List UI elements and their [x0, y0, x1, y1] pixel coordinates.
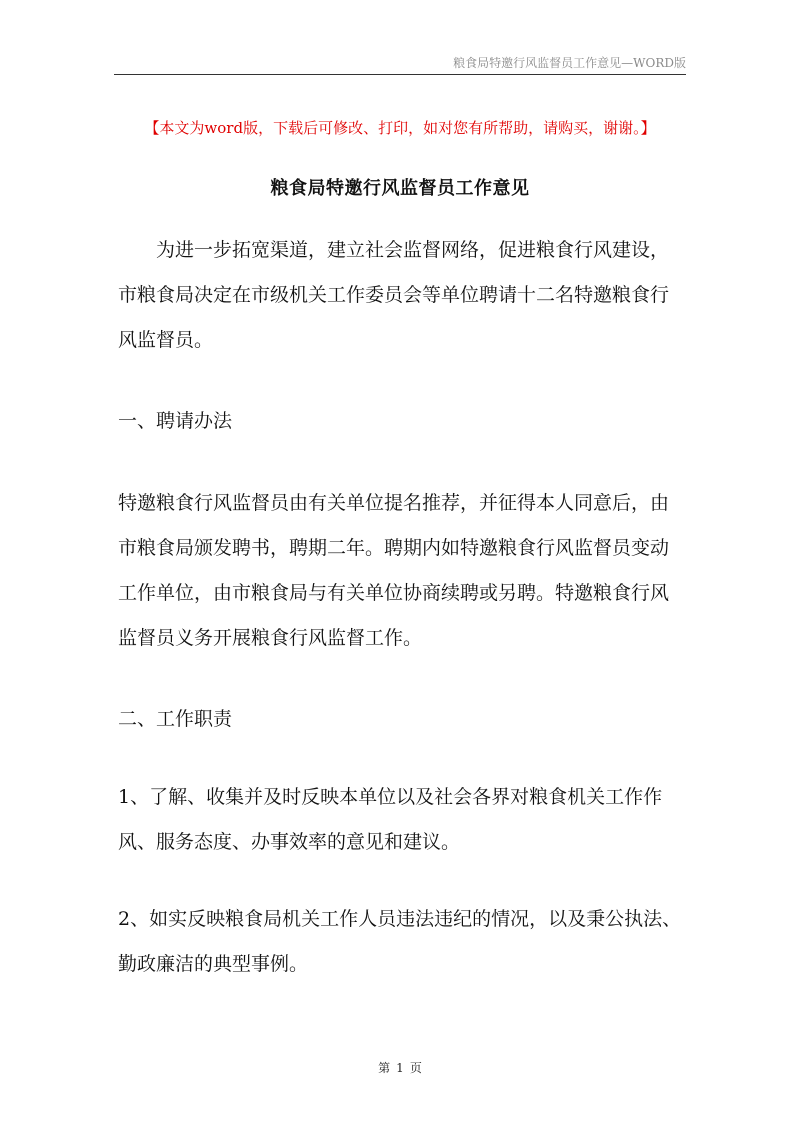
running-header: 粮食局特邀行风监督员工作意见—WORD版	[453, 56, 686, 70]
page-footer	[0, 1059, 800, 1076]
section-one-paragraph: 特邀粮食行风监督员由有关单位提名推荐，并征得本人同意后，由市粮食局颁发聘书，聘期二年。聘期内如特邀粮食行风监督员变动工作单位，由市粮食局与有关单位协商续聘或另聘。特邀粮食行风监督员义务开展粮食行风监督工作。	[118, 492, 670, 649]
purchase-notice: 【本文为word版，下载后可修改、打印，如对您有所帮助，请购买，谢谢。】	[144, 119, 656, 137]
section-two-heading: 二、工作职责	[118, 708, 233, 730]
page-suffix: 页	[409, 1061, 422, 1075]
duty-item-2: 2、如实反映粮食局机关工作人员违法违纪的情况，以及秉公执法、勤政廉洁的典型事例。	[118, 908, 682, 975]
intro-paragraph: 为进一步拓宽渠道，建立社会监督网络，促进粮食行风建设，市粮食局决定在市级机关工作委员会等单位聘请十二名特邀粮食行风监督员。	[118, 239, 670, 351]
section-one-heading: 一、聘请办法	[118, 410, 233, 432]
page-number: 1	[396, 1061, 404, 1075]
header-divider	[114, 74, 686, 75]
page-prefix: 第	[378, 1061, 391, 1075]
document-title: 粮食局特邀行风监督员工作意见	[270, 178, 530, 199]
duty-item-1: 1、了解、收集并及时反映本单位以及社会各界对粮食机关工作作风、服务态度、办事效率的意见和建议。	[118, 786, 663, 853]
